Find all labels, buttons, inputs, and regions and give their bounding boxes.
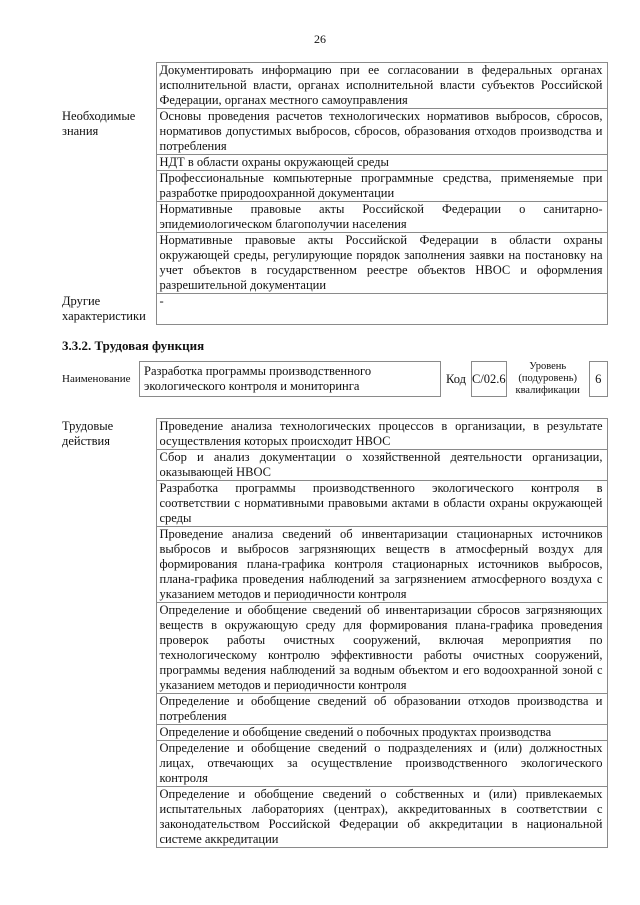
table-cell: Разработка программы производственного экологического контроля в соответствии с нормативными правовыми актами в области охраны окружающей среды — [156, 481, 607, 527]
knowledge-table — [60, 62, 608, 325]
table-cell: Определение и обобщение сведений об инвентаризации сбросов загрязняющих веществ в окружающую среду для формирования плана-графика проведения проверок работы очистных сооружений, включая мероприятия по технологическому контролю эффективности работы очистных сооружений, программы ведения наблюдений за водным объектом и его водоохранной зоной с указанием методов и периодичности контроля — [156, 603, 607, 694]
page-number: 26 — [314, 32, 326, 46]
level-value: 6 — [589, 361, 608, 397]
row-label — [60, 63, 156, 109]
table-row — [60, 294, 607, 325]
actions-table — [60, 418, 608, 848]
row-label-actions: Трудовые действия — [60, 419, 156, 848]
table-cell: Определение и обобщение сведений об образовании отходов производства и потребления — [156, 694, 607, 725]
table-cell: - — [156, 294, 607, 325]
row-label-knowledge: Необходимые знания — [60, 109, 156, 294]
section-title: 3.3.2. Трудовая функция — [62, 338, 205, 353]
table-cell: Документировать информацию при ее согласовании в федеральных органах исполнительной власти, органах исполнительной власти субъектов Российской Федерации, органах местного самоуправления — [156, 63, 607, 109]
table-row — [60, 109, 607, 155]
table-cell: Нормативные правовые акты Российской Федерации в области охраны окружающей среды, регулирующие порядок заполнения заявки на постановку на учет объектов в государственном реестре объектов НВОС и оформления разрешительной документации — [156, 233, 607, 294]
name-label: Наименование — [62, 373, 131, 385]
function-name: Разработка программы производственного экологического контроля и мониторинга — [139, 361, 441, 397]
row-label-other: Другие характеристики — [60, 294, 156, 325]
table-cell: Определение и обобщение сведений о подразделениях и (или) должностных лицах, отвечающих за осуществление производственного экологического контроля — [156, 741, 607, 787]
table-cell: Профессиональные компьютерные программные средства, применяемые при разработке природоохранной документации — [156, 171, 607, 202]
table-cell: Определение и обобщение сведений о побочных продуктах производства — [156, 725, 607, 741]
table-cell: НДТ в области охраны окружающей среды — [156, 155, 607, 171]
table-cell: Нормативные правовые акты Российской Федерации о санитарно-эпидемиологическом благополучии населения — [156, 202, 607, 233]
code-label: Код — [446, 372, 466, 386]
table-cell: Проведение анализа сведений об инвентаризации стационарных источников выбросов и выбросов загрязняющих веществ в атмосферный воздух для формирования плана-графика контроля стационарных источников выбросов, плана-графика проведения наблюдений за загрязнением атмосферного воздуха с указанием методов и периодичности контроля — [156, 527, 607, 603]
table-cell: Проведение анализа технологических процессов в организации, в результате осуществления которых происходит НВОС — [156, 419, 607, 450]
table-cell: Сбор и анализ документации о хозяйственной деятельности организации, оказывающей НВОС — [156, 450, 607, 481]
table-cell: Определение и обобщение сведений о собственных и (или) привлекаемых испытательных лабораториях (центрах), аккредитованных в соответствии с законодательством Российской Федерации об аккредитации в национальной системе аккредитации — [156, 787, 607, 848]
table-row — [60, 419, 607, 450]
table-cell: Основы проведения расчетов технологических нормативов выбросов, сбросов, нормативов допустимых выбросов, сбросов, образования отходов производства и потребления — [156, 109, 607, 155]
level-label: Уровень (подуровень) квалификации — [515, 361, 580, 396]
table-row — [60, 63, 607, 109]
code-value: С/02.6 — [471, 361, 507, 397]
function-header — [60, 361, 608, 397]
